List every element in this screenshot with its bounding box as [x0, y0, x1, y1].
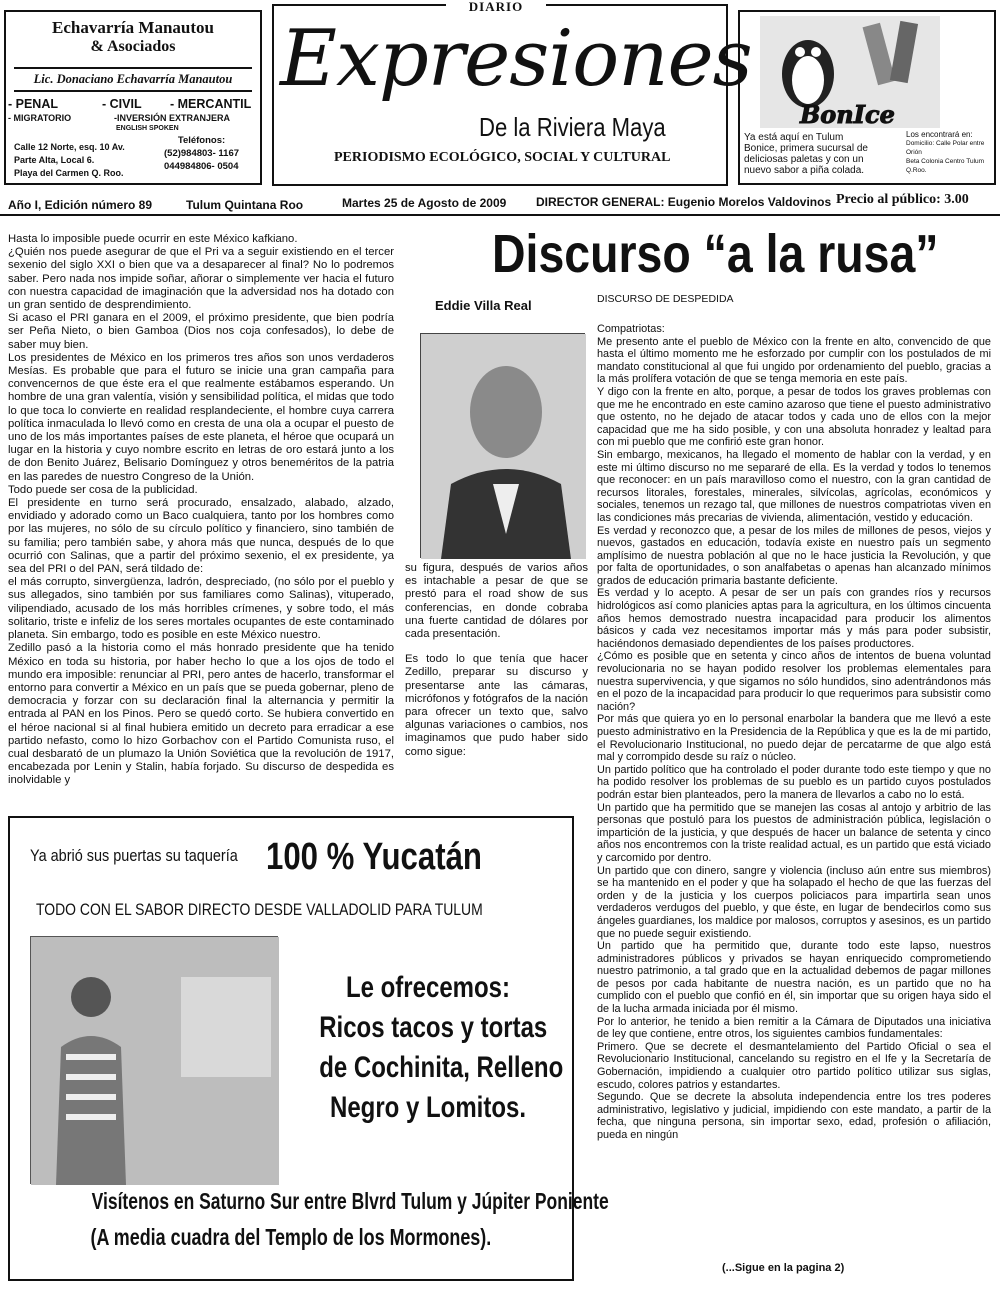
masthead: [272, 0, 752, 186]
practice-area-penal: - PENAL: [8, 97, 58, 111]
taqueria-name: 100 % Yucatán: [266, 836, 482, 878]
edition-place: Tulum Quintana Roo: [186, 198, 304, 212]
practice-area-migratorio: - MIGRATORIO: [8, 113, 72, 123]
continued-note: (...Sigue en la pagina 2): [722, 1262, 845, 1274]
paragraph: Por lo anterior, he tenido a bien remitir a la Cámara de Diputados una iniciativa de ley que contiene, entre otros, los siguientes cambios fundamentales:: [597, 1015, 991, 1041]
bonice-line: deliciosas paletas y con un: [744, 154, 864, 165]
edition-date: Martes 25 de Agosto de 2009: [342, 196, 507, 210]
offer-line: Negro y Lomitos.: [329, 1091, 527, 1124]
paragraph: Sin embargo, mexicanos, ha llegado el momento de hablar con la verdad, y en este mi último discurso no me separaré de ella. Es la verdad y todos lo tenemos que reconocer: en un país maravilloso como el nuestro, con la gran cantidad de recursos litorales, forestales, minerales, silvícolas, agrícolas, económicos y sociales, tenemos un rezago tal, que millones de nuestros compatriotas viven en las condiciones más precarias de vivienda, alimentación, vestido y educación.: [597, 448, 991, 524]
paragraph: Y digo con la frente en alto, porque, a pesar de todos los graves problemas con que me he encontrado en este camino azaroso que tiene el puesto administrativo que ostento, no he dejado de atacar todos y cada uno de ellos con la mejor capacidad que me ha sido posible, y con una absoluta honradez y lealtad para con mi pueblo que me confirió este gran honor.: [597, 385, 991, 449]
paragraph: Si acaso el PRI ganara en el 2009, el próximo presidente, que bien podría ser Peña Nieto, o bien Gamboa (Dios nos coja confesados), lo debe de saber muy bien.: [8, 312, 394, 351]
section-label: DISCURSO DE DESPEDIDA: [597, 293, 734, 305]
firm-name: Echavarría Manautou: [52, 18, 214, 37]
lawyer-name: Lic. Donaciano Echavarría Manautou: [14, 67, 252, 92]
paragraph: Me presento ante el pueblo de México con la frente en alto, convencido de que hasta el último momento me he esforzado por cumplir con los postulados de mi mandato constitucional al que fui ungido por ordenamiento del pueblo, gracias a la más prolífera votación de que se tenga memoria en este país.: [597, 335, 991, 386]
bonice-ad: [738, 10, 996, 185]
address-line: Playa del Carmen Q. Roo.: [14, 168, 124, 178]
practice-area-civil: - CIVIL: [102, 97, 142, 111]
taqueria-ad: [8, 816, 609, 1281]
taqueria-intro: Ya abrió sus puertas su taquería: [30, 846, 238, 865]
paragraph: el más corrupto, sinvergüenza, ladrón, despreciado, (no sólo por el pueblo y sus allegados, sino también por sus familiares como Salinas), vituperado, vilipendiado, acusado de los más horribles crímenes, y sobre todo, el más solitario, triste e infeliz de los seres mortales ocupantes de este contaminado planeta. Sin embargo, todo es posible en este México nuestro.: [8, 576, 394, 642]
bonice-brand: BonIce: [800, 100, 895, 129]
article-author: Eddie Villa Real: [435, 298, 532, 313]
author-photo: [420, 333, 585, 558]
location-line: Domicilio: Calle Polar entre Orión: [906, 140, 985, 156]
english-spoken: ENGLISH SPOKEN: [116, 125, 179, 132]
firm-name-line2: & Asociados: [90, 38, 176, 55]
offer-line: de Cochinita, Relleno: [319, 1051, 564, 1084]
paragraph: Un partido que con dinero, sangre y violencia (incluso aún entre sus miembros) se ha mantenido en el poder y que ha solapado el hecho de que las fuerzas del orden y de la justicia y los cuerpos policiacos para impartirla sean unos verdaderos verdugos del pueblo, y que éste, en lugar de bendecirlos como sus ángeles guardianes, los maldice por malosos, corruptos y asesinos, es un partido que no puede seguir existiendo.: [597, 864, 991, 940]
article-column-3: [597, 323, 991, 1258]
paragraph: Hasta lo imposible puede ocurrir en este México kafkiano.: [8, 233, 298, 245]
article-column-1: [8, 233, 394, 803]
article-column-2: [405, 562, 588, 792]
paragraph: Es verdad y reconozco que, a pesar de los miles de millones de pesos, viejos y nuevos, gastados en educación, todavía existe en nuestro país un segmento amplísimo de nuestra población al que no le hace justicia la Revolución, y que por falta de oportunidades, o son analfabetas o apenas han alcanzado mínimos grados de educación primaria bastante deficiente.: [597, 524, 991, 587]
reference-line: (A media cuadra del Templo de los Mormones).: [90, 1224, 492, 1250]
info-bar: [0, 190, 1000, 216]
taqueria-reference: [10, 1224, 572, 1251]
newspaper-subtitle: De la Riviera Maya: [479, 112, 666, 142]
newspaper-title: Expresiones: [280, 14, 752, 104]
firm-address: [14, 141, 125, 180]
address-line: Parte Alta, Local 6.: [14, 155, 95, 165]
edition-number: Año I, Edición número 89: [8, 198, 153, 212]
newspaper-tagline: PERIODISMO ECOLÓGICO, SOCIAL Y CULTURAL: [334, 150, 671, 165]
paragraph: Un partido político que ha controlado el poder durante todo este tiempo y que no ha podido resolver los problemas de su pueblo es un partido cuyos postulados podrán estar bien planteados, pero la manera de llevarlos a cabo no lo está.: [597, 763, 991, 801]
find-label: Los encontrará en:: [906, 130, 973, 139]
paragraph: Es verdad y lo acepto. A pesar de ser un país con grandes ríos y recursos hidrológicos así como planicies aptas para la agricultura, en los últimos cincuenta años hemos demostrado nuestra incapacidad para producir los alimentos básicos y cada vez necesitamos importar más y más para poder subsistir, haciéndonos demasiado dependientes de los países productores.: [597, 587, 991, 650]
bonice-line: nuevo sabor a piña colada.: [744, 165, 865, 176]
paragraph: su figura, después de varios años es intachable a pesar de que se prestó para el road show de sus conferencias, en donde cobraba una fuerte cantidad de dólares por cada presentación.: [405, 562, 588, 641]
visit-line: Visítenos en Saturno Sur entre Blvrd Tulum y Júpiter Poniente: [91, 1188, 609, 1214]
practice-area-inversion: -INVERSIÓN EXTRANJERA: [114, 113, 231, 123]
taqueria-address: [10, 1188, 609, 1215]
paragraph: Todo puede ser cosa de la publicidad.: [8, 483, 198, 496]
price: Precio al público: 3.00: [836, 192, 969, 207]
law-firm-ad: [4, 10, 262, 185]
article-headline: Discurso “a la rusa”: [492, 224, 939, 284]
taqueria-photo: [30, 936, 278, 1184]
taqueria-offer: [292, 968, 564, 1128]
bonice-text: [744, 132, 904, 176]
bonice-line: Bonice, primera sucursal de: [744, 143, 868, 154]
phones-label: Teléfonos:: [177, 135, 226, 146]
firm-phones: [164, 134, 239, 173]
paragraph: Zedillo pasó a la historia como el más honrado presidente que ha tenido México en toda su historia, por haber hecho lo que a los ojos de todo el mundo era imposible: renunciar al PRI, pero antes de hacerlo, transformar el entorno para convertir a México en un país que se pueda gobernar, pleno de democracia y forzar con su declaración final la alternancia y permitir la entrada al PAN en los Pinos. Pero se quedó corto. Se hubiera convertido en el héroe nacional si al final hubiera emitido un decreto para erradicar a ese partido nefasto, como lo hizo Gorbachov con el Partido Comunista ruso, el cual desbarató de un plumazo la Unión Soviética que la revolución de 1917, encabezada por Lenin y Stalin, había forjado. Su discurso de despedida es inolvidable y: [8, 642, 394, 787]
bonice-line: Ya está aquí en Tulum: [744, 132, 844, 143]
offer-line: Le ofrecemos:: [345, 971, 511, 1004]
paragraph: Es todo lo que tenía que hacer Zedillo, preparar su discurso y presentarse ante las cámaras, micrófonos y fotógrafos de la nación para ofrecer un texto que, salvo algunas variaciones o cambios, nos imaginamos que pudo haber sido como sigue:: [405, 653, 588, 758]
paragraph: Los presidentes de México en los primeros tres años son unos verdaderos Mesías. Es probable que para el futuro se inicie una gran campaña para convencernos de que éste era el que realmente estábamos esperando. Un hombre de una gran valentía, visión y sensibilidad política, el midas que todo lo que toca lo convierte en realidad resplandeciente, el hombre cuya carrera política inmaculada lo llevó como en cresta de una ola a ocupar el puesto de uno de los más importantes países de este planeta, el héroe que ocupará un lugar en la historia y cuyo nombre escrito en letras de oro estará junto a los de don Benito Juárez, Belisario Domínguez y otros beneméritos de la patria en las paredes de nuestro Congreso de la Unión.: [8, 351, 394, 483]
phone-number: (52)984803- 1167: [164, 148, 240, 159]
paragraph: Segundo. Que se decrete la absoluta independencia entre los tres poderes administrativo, legislativo y judicial, impidiendo con este mandato, a partir de la fecha, que ninguna persona, sin importar sexo, edad, profesión o afiliación, pueda en ningún: [597, 1091, 991, 1141]
paragraph: ¿Quién nos puede asegurar de que el Pri va a seguir existiendo en el tercer sexenio del siglo XXI o bien que va a desaparecer al final? No lo podremos saber. Pero nada nos impide soñar, añorar o simplemente ver hacia el futuro con nuestra capacidad de imaginación que la adversidad nos ha dotado con un gran sentido de desprendimiento.: [8, 246, 394, 312]
author-portrait-icon: [421, 334, 586, 559]
paragraph: Primero. Que se decrete el desmantelamiento del Partido Oficial o sea el Revolucionario Institucional, cancelando su registro en el Ife y la Secretaría de Gobernación, impidiendo a cualquier otro partido político utilizar sus siglas, escudo, colores patrios y estandartes.: [597, 1040, 991, 1091]
phone-number: 044984806- 0504: [164, 161, 239, 172]
bonice-locations: [906, 130, 996, 175]
cook-photo-icon: [31, 937, 279, 1185]
paragraph: Por más que quiera yo en lo personal enarbolar la bandera que me llevó a este puesto administrativo en la Presidencia de la República y que es la de mi partido, el Revolucionario Institucional, no puedo dejar de percatarme de que algo está mal y corrompido desde su raíz o núcleo.: [597, 713, 991, 764]
paragraph: Compatriotas:: [597, 323, 665, 335]
taqueria-slogan: TODO CON EL SABOR DIRECTO DESDE VALLADOLID PARA TULUM: [36, 900, 483, 919]
paragraph: ¿Cómo es posible que en setenta y cinco años de intentos de buena voluntad revolucionaria no se hayan podido resolver los problemas elementales para nuestra supervivencia, y que sigamos no sólo hundidos, sino adentrándonos más en el pozo de la incapacidad para producir lo que requerimos para subsistir como nación?: [597, 650, 991, 713]
practice-area-mercantil: - MERCANTIL: [170, 97, 252, 111]
paragraph: El presidente en turno será procurado, ensalzado, alabado, alzado, envidiado y adorado como un Baco cualquiera, tanto por los hombres como por las mujeres, no sólo de su círculo político y financiero, sino también de su familia; pero también sabe, y ahora más que nunca, después de lo que ocurrió con Salinas, que a partir del próximo sexenio, el ex presidente, ya sea del PRI o del PAN, será tildado de:: [8, 497, 394, 576]
paragraph: Un partido que ha permitido que, durante todo este lapso, nuestros administradores públicos y privados se hayan enriquecido comprometiendo nuestro patrimonio, a tal grado que en la actualidad debemos de pagar millones de pesos por cada habitante de nuestra nación, es un partido que no ha cumplido con el pueblo que confió en él, sin importar que su origen haya sido el de la lucha armada iniciada por él mismo.: [597, 940, 991, 1016]
diario-label: DIARIO: [446, 0, 546, 15]
address-line: Calle 12 Norte, esq. 10 Av.: [14, 142, 125, 152]
director-name: DIRECTOR GENERAL: Eugenio Morelos Valdovinos: [536, 195, 832, 209]
offer-line: Ricos tacos y tortas: [319, 1011, 548, 1044]
paragraph: Un partido que ha permitido que se manejen las cosas al antojo y arbitrio de las personas que postuló para los puestos de administración pública, legislación o impartición de la justicia, y que después de hacer un balance de setenta y cinco años nos encontremos con la triste realidad actual, es un partido que está viciado y carcomido por dentro.: [597, 801, 991, 864]
location-line: Beta Colonia Centro Tulum Q.Roo.: [906, 158, 985, 174]
